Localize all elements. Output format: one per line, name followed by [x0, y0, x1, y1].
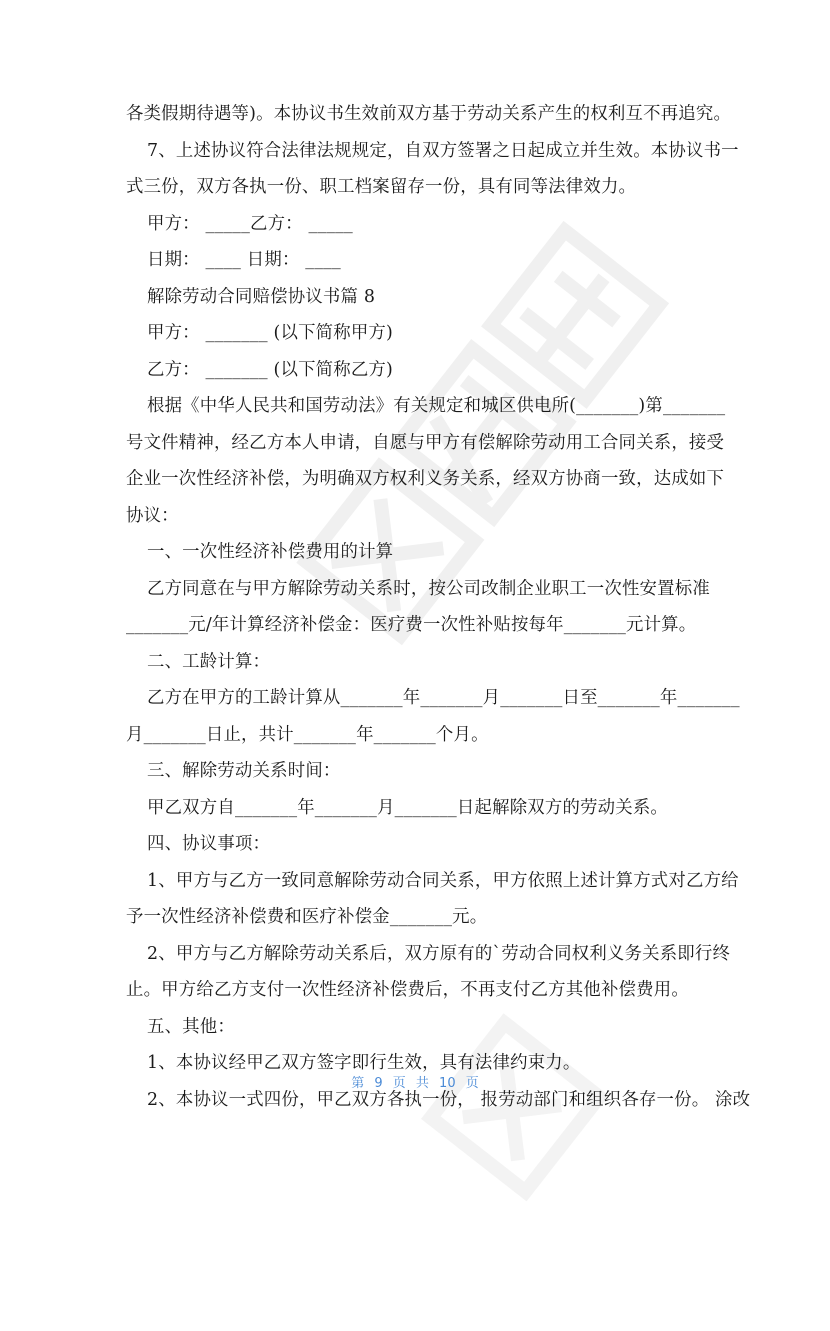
- text-line: _______元/年计算经济补偿金：医疗费一次性补贴按每年_______元计算。: [126, 615, 697, 635]
- text-line: 甲方： _______ (以下简称甲方): [147, 323, 394, 343]
- text-line: 甲乙双方自_______年_______月_______日起解除双方的劳动关系。: [147, 797, 669, 818]
- text-line: 乙方同意在与甲方解除劳动关系时，按公司改制企业职工一次性安置标准: [147, 578, 710, 599]
- text-line: 1、甲方与乙方一致同意解除劳动合同关系，甲方依照上述计算方式对乙方给: [147, 870, 739, 891]
- text-line: 甲方： _____乙方： _____: [147, 213, 353, 234]
- text-line: 乙方在甲方的工龄计算从_______年_______月_______日至_______年_______: [147, 688, 740, 708]
- text-line: 月_______日止，共计_______年_______个月。: [126, 724, 489, 745]
- text-line: 三、解除劳动关系时间：: [147, 761, 341, 781]
- text-line: 式三份，双方各执一份、职工档案留存一份，具有同等法律效力。: [126, 177, 637, 197]
- text-line: 解除劳动合同赔偿协议书篇 8: [147, 286, 376, 307]
- text-line: 企业一次性经济补偿，为明确双方权利义务关系，经双方协商一致，达成如下: [126, 469, 725, 489]
- document-body: [126, 96, 751, 1118]
- text-line: 予一次性经济补偿费和医疗补偿金_______元。: [126, 907, 488, 927]
- text-line: 二、工龄计算：: [147, 651, 271, 672]
- page-footer: 第 9 页 共 10 页: [351, 1076, 479, 1091]
- text-line: 五、其他：: [147, 1016, 235, 1037]
- text-line: 7、上述协议符合法律法规规定，自双方签署之日起成立并生效。本协议书一: [147, 140, 739, 161]
- text-line: 2、本协议一式四份，甲乙双方各执一份， 报劳动部门和组织各存一份。 涂改: [147, 1089, 751, 1110]
- text-line: 乙方： _______ (以下简称乙方): [147, 359, 394, 380]
- text-line: 各类假期待遇等)。本协议书生效前双方基于劳动关系产生的权利互不再追究。: [126, 104, 732, 124]
- text-line: 根据《中华人民共和国劳动法》有关规定和城区供电所(_______)第_______: [147, 396, 726, 416]
- text-line: 协议：: [126, 505, 179, 526]
- text-line: 2、甲方与乙方解除劳动关系后，双方原有的`劳动合同权利义务关系即行终: [147, 943, 731, 964]
- text-line: 号文件精神，经乙方本人申请，自愿与甲方有偿解除劳动用工合同关系，接受: [126, 432, 725, 453]
- text-line: 止。甲方给乙方支付一次性经济补偿费后，不再支付乙方其他补偿费用。: [126, 980, 689, 1000]
- text-line: 1、本协议经甲乙双方签字即行生效，具有法律约束力。: [147, 1053, 581, 1073]
- text-line: 日期： ____ 日期： ____: [147, 250, 341, 270]
- text-line: 一、一次性经济补偿费用的计算: [147, 542, 394, 562]
- text-line: 四、协议事项：: [147, 834, 271, 854]
